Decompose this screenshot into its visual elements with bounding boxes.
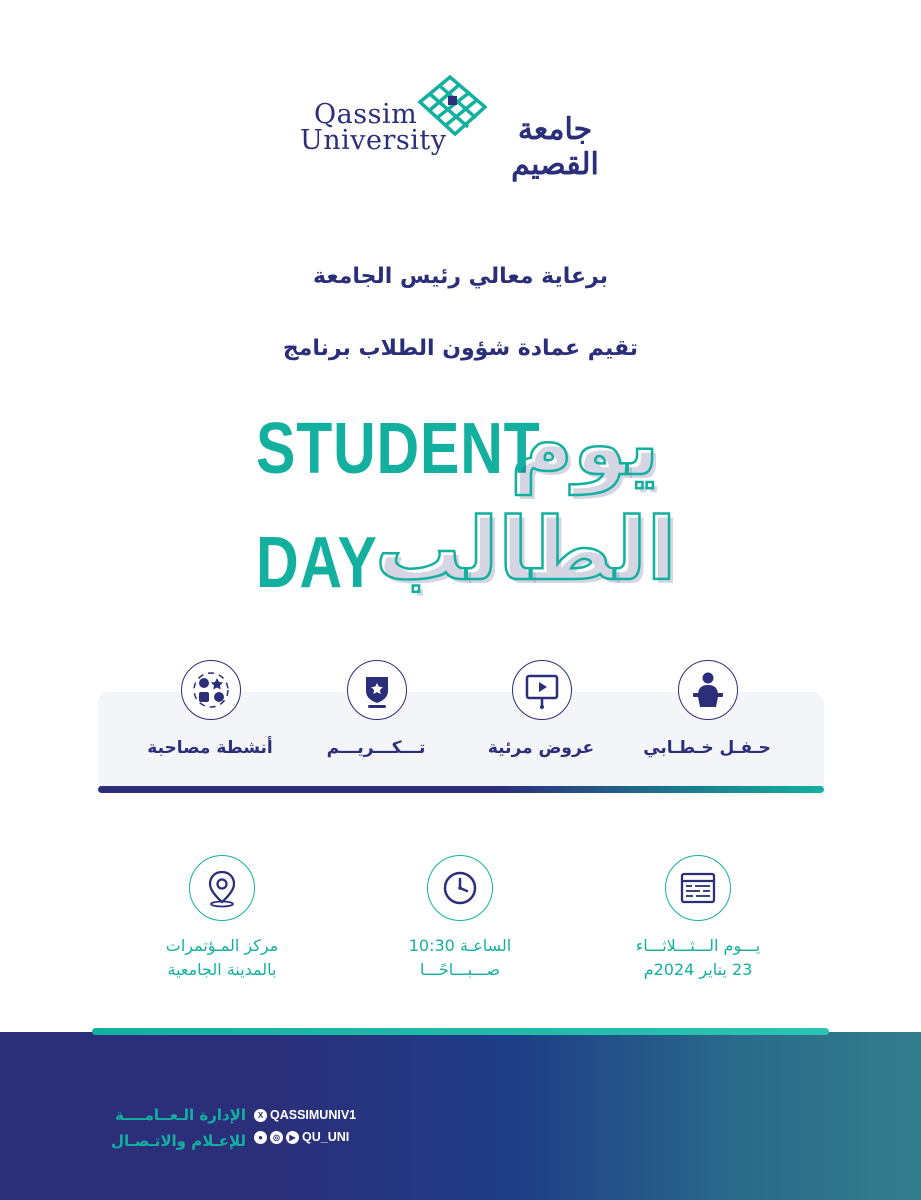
title-english-day: DAY xyxy=(256,523,378,603)
clock-icon xyxy=(427,855,493,921)
presentation-board-icon xyxy=(512,660,572,720)
footer-social xyxy=(254,1104,356,1148)
title-english-student: STUDENT xyxy=(256,409,541,489)
x-twitter-icon[interactable]: X xyxy=(254,1109,267,1122)
date-info xyxy=(598,934,798,982)
title-arabic-yawm: يوم xyxy=(510,395,660,495)
calendar-icon xyxy=(665,855,731,921)
date-line1: يـــوم الـــثـــلاثـــاء xyxy=(635,936,761,955)
title-arabic-altalib: الطالب xyxy=(375,500,677,600)
award-shield-icon xyxy=(347,660,407,720)
logo-english-line1: Qassim xyxy=(314,99,418,130)
activity-label-speech-ceremony: حـفـل خـطـابي xyxy=(643,738,771,758)
activity-label-visual-shows: عروض مرئية xyxy=(487,738,595,758)
logo-arabic-text: جامعة القصيم xyxy=(511,112,599,182)
activity-label-honoring: تـــكـــريـــم xyxy=(326,738,426,758)
activities-panel-underline xyxy=(98,786,824,793)
footer-dept-line2: للإعـلام والاتـصـال xyxy=(111,1132,246,1151)
time-info xyxy=(360,934,560,982)
speaker-podium-icon xyxy=(678,660,738,720)
team-activities-icon xyxy=(181,660,241,720)
location-line1: مركز المـؤتمرات xyxy=(165,936,279,955)
logo-english-line2: University xyxy=(300,124,447,156)
social-x-handle[interactable]: QASSIMUNIV1 xyxy=(270,1108,357,1122)
patronage-line: برعاية معالي رئيس الجامعة xyxy=(313,264,608,289)
footer-dept-line1: الإدارة الـعــامــــة xyxy=(114,1106,246,1124)
snapchat-icon[interactable]: ● xyxy=(254,1131,267,1144)
location-info xyxy=(122,934,322,982)
university-logo xyxy=(300,72,640,182)
time-line2: صـــبـــاحًـــا xyxy=(419,960,501,979)
instagram-icon[interactable]: ◎ xyxy=(270,1131,283,1144)
time-line1: الساعـة 10:30 xyxy=(408,936,512,955)
location-line2: بالمدينة الجامعية xyxy=(167,960,277,979)
footer-department xyxy=(96,1102,246,1155)
location-pin-icon xyxy=(189,855,255,921)
footer-accent-line xyxy=(92,1028,829,1035)
social-other-handle[interactable]: QU_UNI xyxy=(302,1130,350,1144)
youtube-icon[interactable]: ▶ xyxy=(286,1131,299,1144)
activity-label-companion: أنشطة مصاحبة xyxy=(147,738,273,758)
date-line2: 23 يناير 2024م xyxy=(643,960,753,979)
presenter-line: تقيم عمادة شؤون الطلاب برنامج xyxy=(282,336,639,361)
